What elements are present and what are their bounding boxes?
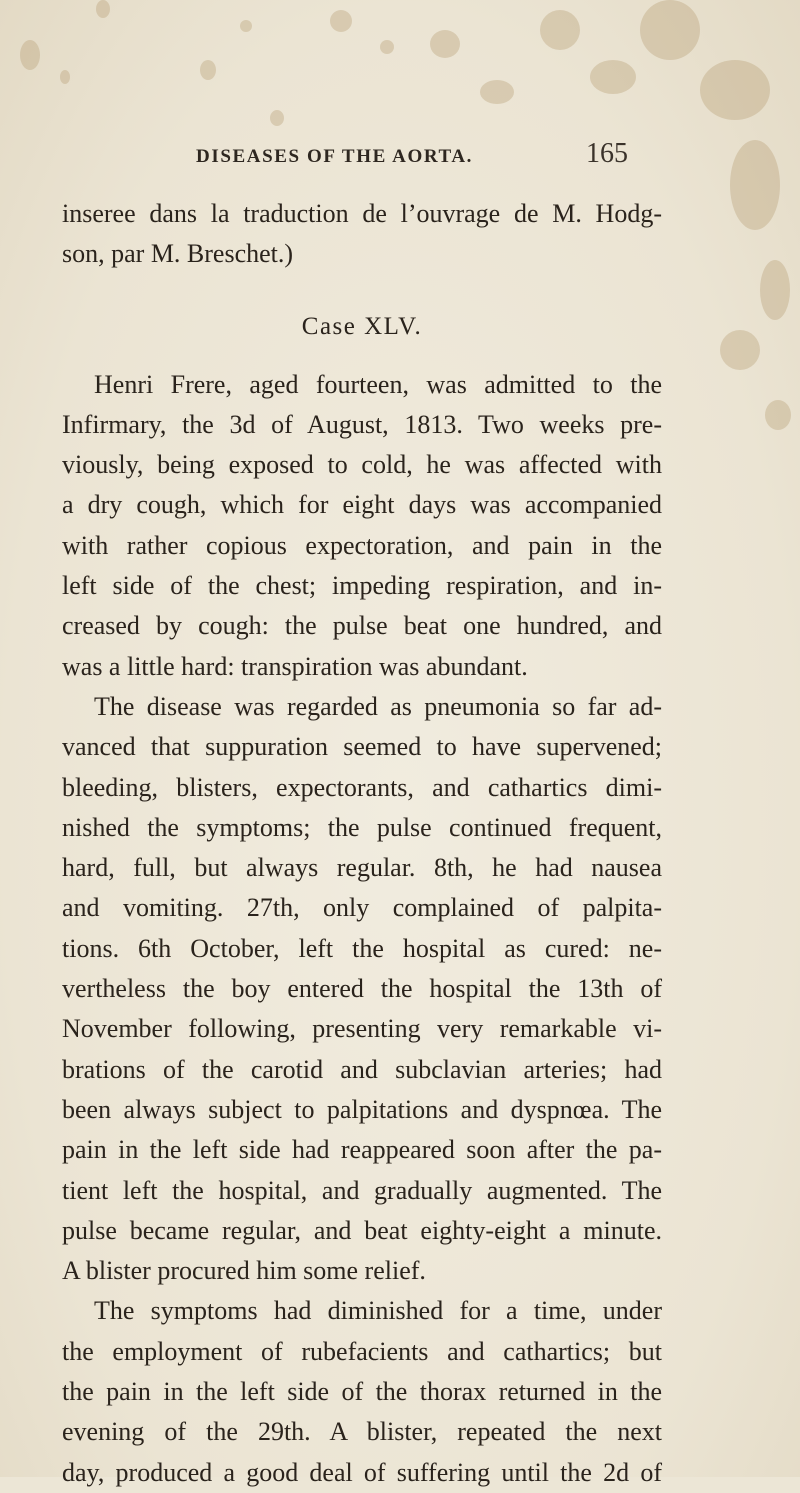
text-line: a dry cough, which for eight days was accompanied <box>62 490 662 520</box>
text-line: A blister procured him some relief. <box>62 1256 426 1286</box>
text-line: the pain in the left side of the thorax returned in the <box>62 1377 662 1407</box>
text-line: pain in the left side had reappeared soon after the pa- <box>62 1135 662 1165</box>
paragraph-disease-course <box>62 687 662 1291</box>
text-line: vertheless the boy entered the hospital the 13th of <box>62 974 662 1004</box>
text-line: the employment of rubefacients and cathartics; but <box>62 1336 662 1366</box>
text-line: brations of the carotid and subclavian arteries; had <box>62 1054 662 1084</box>
text-line: was a little hard: transpiration was abundant. <box>62 651 528 681</box>
text-line: with rather copious expectoration, and pain in the <box>62 530 662 560</box>
text-line: creased by cough: the pulse beat one hundred, and <box>62 611 662 641</box>
text-line: son, par M. Breschet.) <box>62 239 294 269</box>
text-line: November following, presenting very remarkable vi- <box>62 1014 662 1044</box>
text-line: The symptoms had diminished for a time, under <box>94 1296 662 1326</box>
text-line: been always subject to palpitations and dyspnœa. The <box>62 1094 662 1124</box>
text-line: nished the symptoms; the pulse continued frequent, <box>62 812 662 842</box>
text-line: vanced that suppuration seemed to have supervened; <box>62 732 662 762</box>
text-line: left side of the chest; impeding respiration, and in- <box>62 571 662 601</box>
text-line: hard, full, but always regular. 8th, he had nausea <box>62 853 662 883</box>
text-line: Infirmary, the 3d of August, 1813. Two weeks pre- <box>62 409 662 439</box>
text-line: evening of the 29th. A blister, repeated the next <box>62 1417 662 1447</box>
text-line: inseree dans la traduction de l’ouvrage de M. Hodg- <box>62 199 662 228</box>
text-line: The disease was regarded as pneumonia so far ad- <box>94 691 662 721</box>
running-title: DISEASES OF THE AORTA. <box>196 146 474 167</box>
text-line: viously, being exposed to cold, he was affected with <box>62 450 662 480</box>
page-number: 165 <box>586 138 628 169</box>
continuation-paragraph <box>62 194 662 275</box>
text-line: day, produced a good deal of suffering until the 2d of <box>62 1457 662 1487</box>
text-line: pulse became regular, and beat eighty-eight a minute. <box>62 1215 662 1245</box>
text-line: tions. 6th October, left the hospital as cured: ne- <box>62 933 662 963</box>
text-line: and vomiting. 27th, only complained of palpita- <box>62 893 662 923</box>
text-line: bleeding, blisters, expectorants, and cathartics dimi- <box>62 772 662 802</box>
case-heading: Case XLV. <box>301 312 423 340</box>
paragraph-admission <box>62 365 662 687</box>
text-line: Henri Frere, aged fourteen, was admitted to the <box>94 369 662 399</box>
paragraph-symptoms <box>62 1291 662 1492</box>
running-head <box>196 138 736 182</box>
body-text <box>62 194 662 1493</box>
text-line: tient left the hospital, and gradually augmented. The <box>62 1175 662 1205</box>
